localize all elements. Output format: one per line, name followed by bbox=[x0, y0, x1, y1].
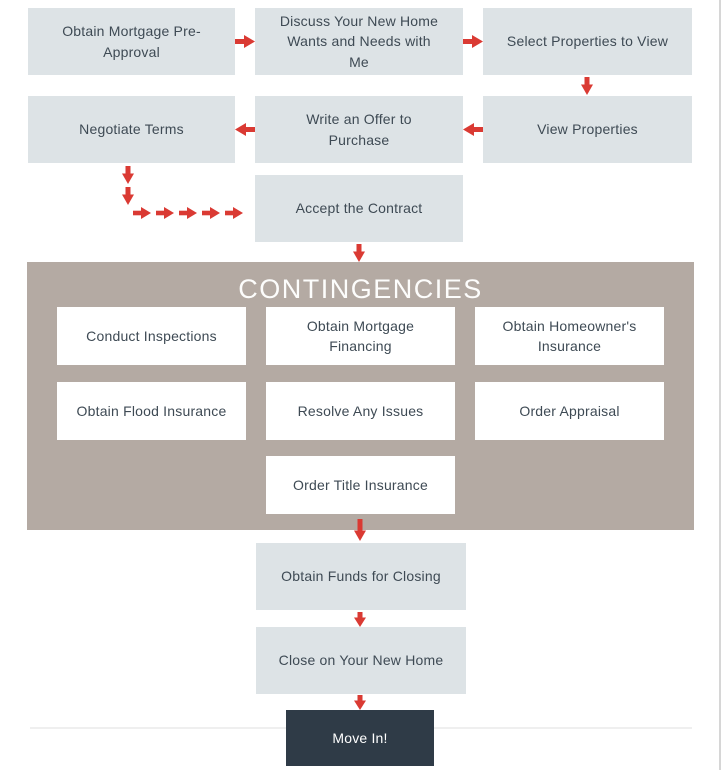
page-right-border bbox=[719, 0, 721, 770]
contingencies-title: CONTINGENCIES bbox=[238, 274, 483, 304]
arrow-right-icon bbox=[156, 207, 174, 219]
contingency-obtain-homeowners-insurance: Obtain Homeowner's Insurance bbox=[475, 307, 664, 365]
arrow-right-icon bbox=[202, 207, 220, 219]
arrow-down-icon bbox=[122, 187, 134, 205]
arrow-right-icon bbox=[225, 207, 243, 219]
arrow-down-icon bbox=[354, 612, 366, 627]
step-discuss-wants-and-needs: Discuss Your New Home Wants and Needs with Me bbox=[255, 8, 463, 75]
step-close-on-new-home: Close on Your New Home bbox=[256, 627, 466, 694]
arrow-right-icon bbox=[179, 207, 197, 219]
arrow-down-icon bbox=[354, 695, 366, 710]
step-accept-contract: Accept the Contract bbox=[255, 175, 463, 242]
arrow-right-icon bbox=[463, 35, 483, 48]
contingency-order-appraisal: Order Appraisal bbox=[475, 382, 664, 440]
arrow-down-icon bbox=[122, 166, 134, 184]
arrow-down-icon bbox=[354, 519, 366, 541]
step-obtain-funds-for-closing: Obtain Funds for Closing bbox=[256, 543, 466, 610]
contingency-order-title-insurance: Order Title Insurance bbox=[266, 456, 455, 514]
contingency-obtain-mortgage-financing: Obtain Mortgage Financing bbox=[266, 307, 455, 365]
step-write-offer: Write an Offer to Purchase bbox=[255, 96, 463, 163]
contingency-obtain-flood-insurance: Obtain Flood Insurance bbox=[57, 382, 246, 440]
arrow-down-icon bbox=[353, 244, 365, 262]
arrow-down-icon bbox=[581, 77, 593, 95]
arrow-right-icon bbox=[235, 35, 255, 48]
contingencies-section bbox=[27, 262, 694, 530]
step-negotiate-terms: Negotiate Terms bbox=[28, 96, 235, 163]
step-view-properties: View Properties bbox=[483, 96, 692, 163]
contingency-resolve-any-issues: Resolve Any Issues bbox=[266, 382, 455, 440]
step-move-in: Move In! bbox=[286, 710, 434, 766]
step-obtain-mortgage-pre-approval: Obtain Mortgage Pre-Approval bbox=[28, 8, 235, 75]
arrow-left-icon bbox=[463, 123, 483, 136]
arrow-left-icon bbox=[235, 123, 255, 136]
step-select-properties: Select Properties to View bbox=[483, 8, 692, 75]
arrow-right-icon bbox=[133, 207, 151, 219]
contingency-conduct-inspections: Conduct Inspections bbox=[57, 307, 246, 365]
